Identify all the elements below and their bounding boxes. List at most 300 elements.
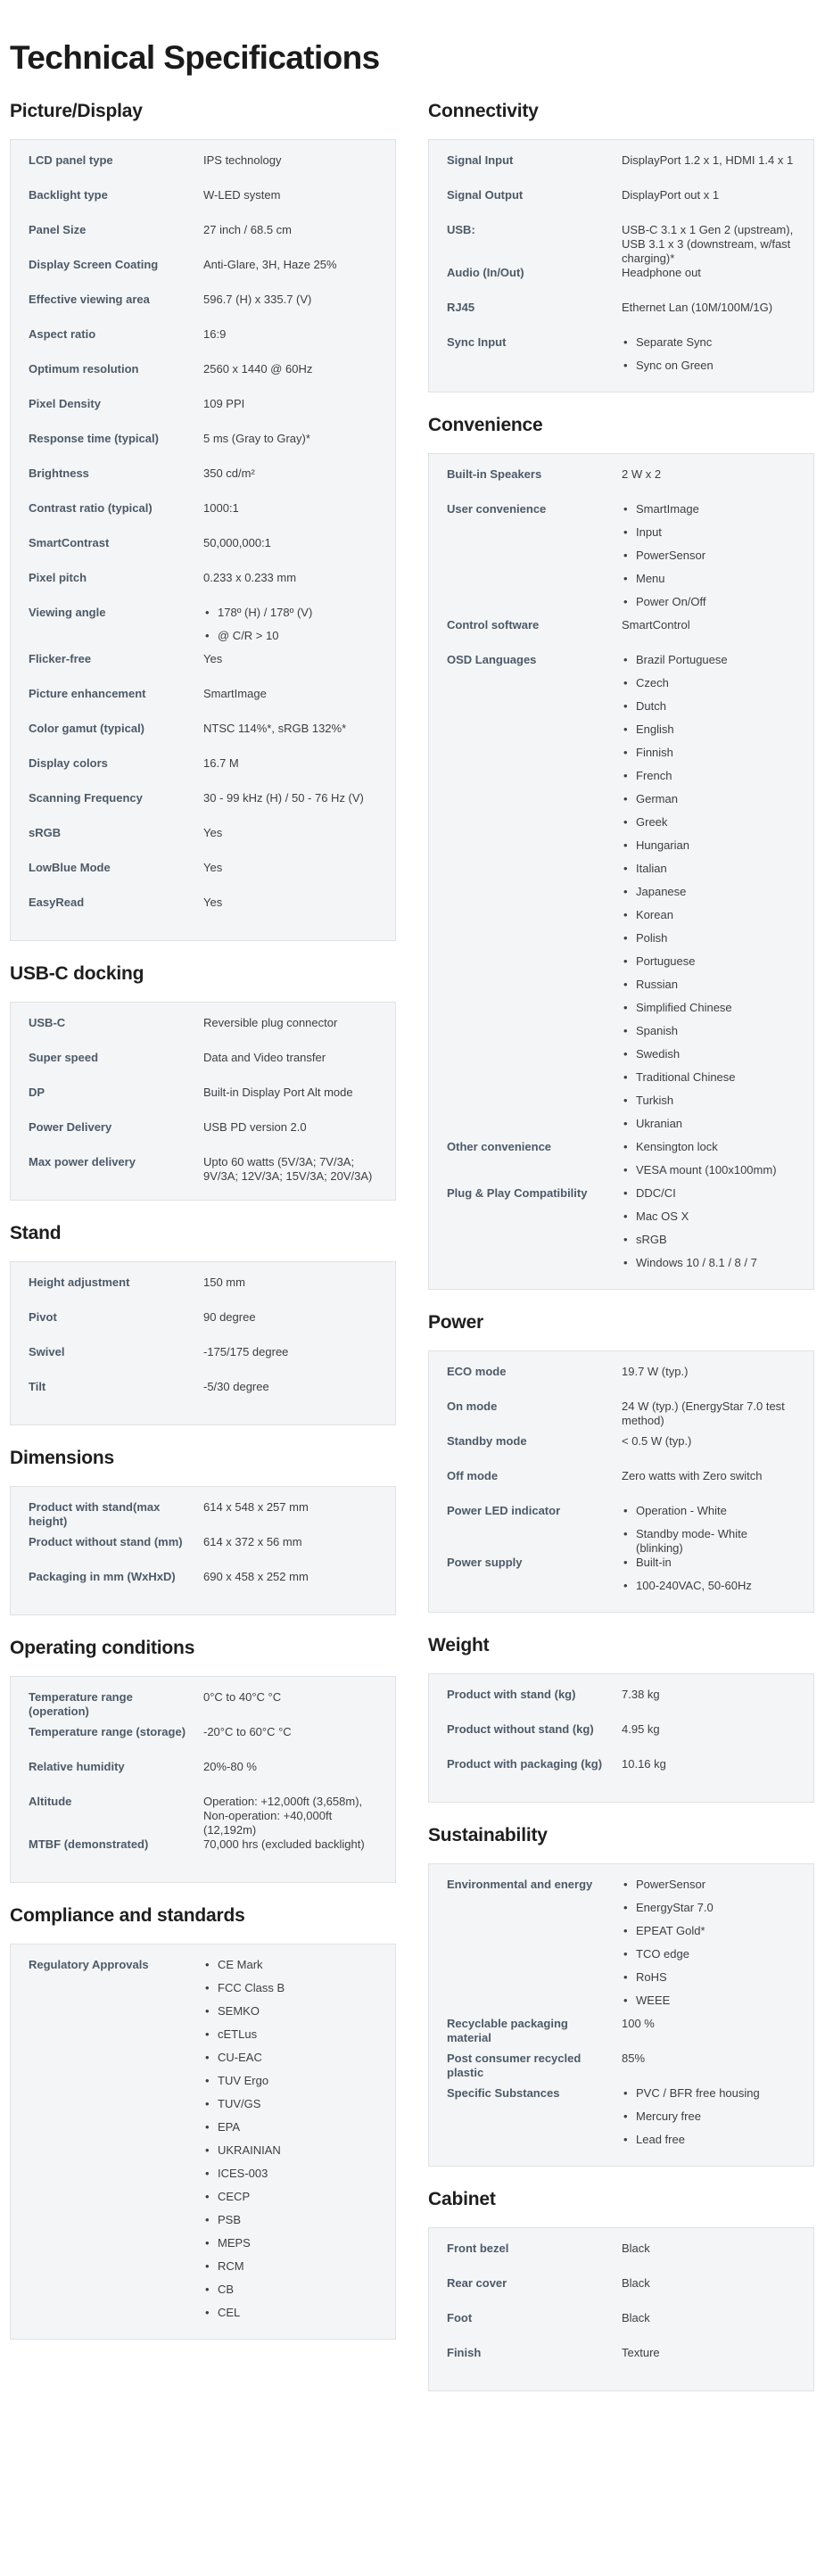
- spec-label: Color gamut (typical): [29, 722, 145, 735]
- spec-value-list: [622, 1504, 796, 1556]
- spec-row-foot: [447, 2311, 796, 2346]
- spec-value: NTSC 114%*, sRGB 132%*: [203, 722, 347, 735]
- spec-label: Built-in Speakers: [447, 467, 542, 481]
- spec-list-item: • TUV/GS: [203, 2097, 377, 2120]
- spec-label: Signal Input: [447, 153, 514, 167]
- spec-value: 690 x 458 x 252 mm: [203, 1570, 309, 1583]
- spec-list-item: • Windows 10 / 8.1 / 8 / 7: [622, 1256, 796, 1279]
- section-picture-display: [10, 102, 396, 941]
- spec-label: Product with stand (kg): [447, 1688, 576, 1701]
- spec-row-altitude: [29, 1795, 377, 1837]
- spec-value-list: [203, 606, 377, 652]
- spec-row-regulatory-approvals: [29, 1958, 377, 2329]
- spec-row-scanning-frequency: [29, 791, 377, 826]
- spec-row-max-power-delivery: [29, 1155, 377, 1190]
- spec-value: [622, 502, 796, 618]
- spec-value: 100 %: [622, 2017, 655, 2030]
- spec-row-swivel: [29, 1345, 377, 1380]
- spec-list-item: • TUV Ergo: [203, 2074, 377, 2097]
- spec-row-finish: [447, 2346, 796, 2381]
- spec-row-optimum-resolution: [29, 362, 377, 397]
- spec-label: Specific Substances: [447, 2086, 560, 2100]
- spec-label: OSD Languages: [447, 653, 537, 666]
- spec-row-specific-substances: [447, 2086, 796, 2156]
- spec-row-on-mode: [447, 1399, 796, 1434]
- spec-row-product-with-stand-kg: [447, 1688, 796, 1722]
- spec-label: Signal Output: [447, 188, 524, 202]
- spec-value: -5/30 degree: [203, 1380, 269, 1393]
- spec-label: Post consumer recycled plastic: [447, 2052, 582, 2079]
- spec-label: Altitude: [29, 1795, 72, 1808]
- spec-label: Super speed: [29, 1051, 99, 1064]
- section-title: Stand: [10, 1223, 62, 1243]
- spec-value: [622, 1186, 796, 1279]
- spec-list-item: • RoHS: [622, 1970, 796, 1994]
- spec-label: Sync Input: [447, 335, 507, 349]
- spec-row-easyread: [29, 896, 377, 930]
- spec-list-item: • FCC Class B: [203, 1981, 377, 2004]
- spec-label: Max power delivery: [29, 1155, 136, 1168]
- spec-list-item: • PSB: [203, 2213, 377, 2236]
- spec-table: [428, 453, 814, 1290]
- spec-row-relative-humidity: [29, 1760, 377, 1795]
- spec-list-item: • Finnish: [622, 746, 796, 769]
- spec-list-item: • PVC / BFR free housing: [622, 2086, 796, 2110]
- spec-label: Brightness: [29, 466, 89, 480]
- spec-value: 20%-80 %: [203, 1760, 257, 1773]
- section-connectivity: [428, 102, 814, 392]
- spec-row-product-without-stand-kg: [447, 1722, 796, 1757]
- spec-value: 27 inch / 68.5 cm: [203, 223, 292, 236]
- spec-table: [10, 1944, 396, 2340]
- spec-table: [428, 1863, 814, 2167]
- spec-table: [10, 1261, 396, 1425]
- spec-label: Other convenience: [447, 1140, 552, 1153]
- spec-value: < 0.5 W (typ.): [622, 1434, 692, 1448]
- spec-label: Recyclable packaging material: [447, 2017, 568, 2044]
- spec-value: Data and Video transfer: [203, 1051, 326, 1064]
- spec-label: Plug & Play Compatibility: [447, 1186, 588, 1200]
- spec-value: [622, 1504, 796, 1556]
- spec-table: [10, 139, 396, 941]
- spec-list-item: • Input: [622, 525, 796, 549]
- spec-row-brightness: [29, 466, 377, 501]
- section-title: Weight: [428, 1635, 490, 1655]
- spec-row-recyclable-packaging-material: [447, 2017, 796, 2052]
- section-weight: [428, 1636, 814, 1803]
- spec-list-item: • Japanese: [622, 885, 796, 908]
- spec-list-item: • English: [622, 722, 796, 746]
- spec-value: Yes: [203, 652, 223, 665]
- spec-row-rear-cover: [447, 2276, 796, 2311]
- spec-list-item: • Dutch: [622, 699, 796, 722]
- spec-list-item: • Spanish: [622, 1024, 796, 1047]
- spec-table: [428, 1673, 814, 1803]
- spec-list-item: • Traditional Chinese: [622, 1070, 796, 1094]
- spec-row-response-time-typical: [29, 432, 377, 466]
- spec-value: SmartControl: [622, 618, 690, 632]
- spec-list-item: • SEMKO: [203, 2004, 377, 2027]
- spec-list-item: • PowerSensor: [622, 549, 796, 572]
- spec-value: Headphone out: [622, 266, 701, 279]
- spec-label: Packaging in mm (WxHxD): [29, 1570, 176, 1583]
- spec-list-item: • Mercury free: [622, 2110, 796, 2133]
- spec-list-item: • Portuguese: [622, 954, 796, 978]
- spec-value: [622, 1556, 796, 1602]
- spec-value: Texture: [622, 2346, 660, 2359]
- spec-value: 150 mm: [203, 1276, 245, 1289]
- spec-label: On mode: [447, 1399, 498, 1413]
- spec-label: Product with packaging (kg): [447, 1757, 603, 1771]
- spec-row-tilt: [29, 1380, 377, 1415]
- section-power: [428, 1313, 814, 1613]
- spec-label: Environmental and energy: [447, 1878, 593, 1891]
- spec-row-eco-mode: [447, 1365, 796, 1399]
- spec-label: LowBlue Mode: [29, 861, 111, 874]
- spec-list-item: • SmartImage: [622, 502, 796, 525]
- spec-value-list: [622, 502, 796, 618]
- spec-row-front-bezel: [447, 2242, 796, 2276]
- spec-row-standby-mode: [447, 1434, 796, 1469]
- spec-value: Yes: [203, 896, 223, 909]
- spec-label: Swivel: [29, 1345, 65, 1358]
- spec-label: SmartContrast: [29, 536, 110, 549]
- spec-label: Backlight type: [29, 188, 108, 202]
- spec-list-item: • TCO edge: [622, 1947, 796, 1970]
- spec-value-list: [622, 2086, 796, 2156]
- spec-value-list: [622, 1878, 796, 2017]
- spec-list-item: • Swedish: [622, 1047, 796, 1070]
- spec-label: Product without stand (mm): [29, 1535, 183, 1548]
- spec-value: -175/175 degree: [203, 1345, 289, 1358]
- spec-value: 596.7 (H) x 335.7 (V): [203, 293, 312, 306]
- spec-list-item: • WEEE: [622, 1994, 796, 2017]
- spec-table: [10, 1486, 396, 1615]
- spec-table: [428, 1350, 814, 1613]
- spec-row-height-adjustment: [29, 1276, 377, 1310]
- spec-row-user-convenience: [447, 502, 796, 618]
- spec-row-pivot: [29, 1310, 377, 1345]
- spec-value: Black: [622, 2311, 650, 2324]
- spec-value-list: [622, 1186, 796, 1279]
- spec-list-item: • French: [622, 769, 796, 792]
- spec-label: ECO mode: [447, 1365, 507, 1378]
- spec-row-color-gamut-typical: [29, 722, 377, 756]
- spec-list-item: • CE Mark: [203, 1958, 377, 1981]
- spec-list-item: • Mac OS X: [622, 1210, 796, 1233]
- spec-value: 0°C to 40°C °C: [203, 1690, 282, 1704]
- spec-value: USB PD version 2.0: [203, 1120, 307, 1134]
- spec-value-list: [622, 1556, 796, 1602]
- spec-value: Operation: +12,000ft (3,658m), Non-operation: +40,000ft (12,192m): [203, 1795, 363, 1837]
- spec-list-item: • 178º (H) / 178º (V): [203, 606, 377, 629]
- spec-label: Picture enhancement: [29, 687, 146, 700]
- section-usb-c-docking: [10, 964, 396, 1201]
- spec-value: 10.16 kg: [622, 1757, 666, 1771]
- spec-row-other-convenience: [447, 1140, 796, 1186]
- spec-value: [203, 1958, 377, 2329]
- section-title: Dimensions: [10, 1448, 115, 1468]
- spec-value: IPS technology: [203, 153, 282, 167]
- spec-table: [428, 2227, 814, 2391]
- spec-value: 5 ms (Gray to Gray)*: [203, 432, 310, 445]
- spec-label: Temperature range (storage): [29, 1725, 186, 1738]
- spec-value-list: [622, 1140, 796, 1186]
- spec-list-item: • DDC/CI: [622, 1186, 796, 1210]
- spec-row-picture-enhancement: [29, 687, 377, 722]
- spec-value: 24 W (typ.) (EnergyStar 7.0 test method): [622, 1399, 785, 1427]
- spec-list-item: • @ C/R > 10: [203, 629, 377, 652]
- spec-label: EasyRead: [29, 896, 85, 909]
- spec-value: 19.7 W (typ.): [622, 1365, 689, 1378]
- spec-value: [203, 606, 377, 652]
- spec-row-effective-viewing-area: [29, 293, 377, 327]
- spec-row-usb: [447, 223, 796, 266]
- spec-list-item: • German: [622, 792, 796, 815]
- spec-value: SmartImage: [203, 687, 267, 700]
- spec-row-power-delivery: [29, 1120, 377, 1155]
- spec-label: Pixel pitch: [29, 571, 87, 584]
- spec-row-aspect-ratio: [29, 327, 377, 362]
- spec-list-item: • Built-in: [622, 1556, 796, 1579]
- spec-row-pixel-density: [29, 397, 377, 432]
- spec-row-dp: [29, 1086, 377, 1120]
- section-convenience: [428, 416, 814, 1290]
- spec-value: 16:9: [203, 327, 227, 341]
- spec-list-item: • Menu: [622, 572, 796, 595]
- spec-list-item: • Hungarian: [622, 838, 796, 862]
- section-stand: [10, 1224, 396, 1425]
- spec-list-item: • Korean: [622, 908, 796, 931]
- spec-list-item: • PowerSensor: [622, 1878, 796, 1901]
- section-title: Operating conditions: [10, 1638, 195, 1658]
- spec-label: Control software: [447, 618, 540, 632]
- spec-list-item: • ICES-003: [203, 2167, 377, 2190]
- spec-row-lcd-panel-type: [29, 153, 377, 188]
- spec-list-item: • EPEAT Gold*: [622, 1924, 796, 1947]
- spec-list-item: • RCM: [203, 2259, 377, 2283]
- spec-label: Power Delivery: [29, 1120, 112, 1134]
- section-title: Picture/Display: [10, 101, 143, 121]
- spec-value: 350 cd/m²: [203, 466, 255, 480]
- spec-list-item: • CECP: [203, 2190, 377, 2213]
- spec-value-list: [622, 335, 796, 382]
- spec-row-usb-c: [29, 1016, 377, 1051]
- spec-value: Black: [622, 2276, 650, 2290]
- spec-value: Reversible plug connector: [203, 1016, 338, 1029]
- spec-value: Anti-Glare, 3H, Haze 25%: [203, 258, 337, 271]
- spec-value: 4.95 kg: [622, 1722, 660, 1736]
- right-column: [428, 102, 814, 2415]
- spec-value: 30 - 99 kHz (H) / 50 - 76 Hz (V): [203, 791, 364, 805]
- spec-label: RJ45: [447, 301, 475, 314]
- spec-label: Finish: [447, 2346, 482, 2359]
- spec-label: Rear cover: [447, 2276, 507, 2290]
- spec-row-environmental-and-energy: [447, 1878, 796, 2017]
- left-column: [10, 102, 396, 2363]
- spec-label: Aspect ratio: [29, 327, 96, 341]
- spec-list-item: • EPA: [203, 2120, 377, 2143]
- spec-row-sync-input: [447, 335, 796, 382]
- spec-row-power-led-indicator: [447, 1504, 796, 1556]
- spec-list-item: • Ukranian: [622, 1117, 796, 1140]
- spec-value: [622, 653, 796, 1140]
- spec-list-item: • CB: [203, 2283, 377, 2306]
- spec-label: User convenience: [447, 502, 547, 516]
- spec-value: 614 x 372 x 56 mm: [203, 1535, 302, 1548]
- spec-label: Panel Size: [29, 223, 87, 236]
- spec-value: Black: [622, 2242, 650, 2255]
- spec-value: 85%: [622, 2052, 646, 2065]
- spec-label: Height adjustment: [29, 1276, 130, 1289]
- spec-label: Display colors: [29, 756, 108, 770]
- spec-list-item: • Kensington lock: [622, 1140, 796, 1163]
- section-sustainability: [428, 1826, 814, 2167]
- spec-label: Product with stand(max height): [29, 1500, 161, 1528]
- spec-list-item: • Greek: [622, 815, 796, 838]
- spec-list-item: • cETLus: [203, 2027, 377, 2051]
- spec-value: DisplayPort out x 1: [622, 188, 720, 202]
- spec-label: Pixel Density: [29, 397, 101, 410]
- section-compliance-and-standards: [10, 1906, 396, 2340]
- spec-row-post-consumer-recycled-plastic: [447, 2052, 796, 2086]
- spec-label: DP: [29, 1086, 45, 1099]
- spec-table: [10, 1002, 396, 1201]
- spec-list-item: • Russian: [622, 978, 796, 1001]
- spec-list-item: • VESA mount (100x100mm): [622, 1163, 796, 1186]
- spec-list-item: • Polish: [622, 931, 796, 954]
- spec-list-item: • 100-240VAC, 50-60Hz: [622, 1579, 796, 1602]
- spec-list-item: • Simplified Chinese: [622, 1001, 796, 1024]
- spec-label: Power LED indicator: [447, 1504, 561, 1517]
- spec-row-pixel-pitch: [29, 571, 377, 606]
- spec-row-temperature-range-operation: [29, 1690, 377, 1725]
- spec-value: [622, 2086, 796, 2156]
- spec-list-item: • CEL: [203, 2306, 377, 2329]
- spec-label: Relative humidity: [29, 1760, 125, 1773]
- spec-list-item: • Italian: [622, 862, 796, 885]
- section-title: Cabinet: [428, 2189, 496, 2209]
- section-dimensions: [10, 1449, 396, 1615]
- spec-value: USB-C 3.1 x 1 Gen 2 (upstream), USB 3.1 x 3 (downstream, w/fast charging)*: [622, 223, 794, 265]
- spec-label: sRGB: [29, 826, 62, 839]
- spec-list-item: • CU-EAC: [203, 2051, 377, 2074]
- spec-value: 0.233 x 0.233 mm: [203, 571, 297, 584]
- spec-label: Foot: [447, 2311, 473, 2324]
- spec-value: 7.38 kg: [622, 1688, 660, 1701]
- spec-label: Pivot: [29, 1310, 57, 1324]
- spec-row-lowblue-mode: [29, 861, 377, 896]
- section-title: USB-C docking: [10, 963, 144, 984]
- spec-value-list: [203, 1958, 377, 2329]
- spec-list-item: • Czech: [622, 676, 796, 699]
- spec-list-item: • EnergyStar 7.0: [622, 1901, 796, 1924]
- section-title: Convenience: [428, 415, 543, 435]
- spec-list-item: • Operation - White: [622, 1504, 796, 1527]
- spec-label: Power supply: [447, 1556, 523, 1569]
- spec-list-item: • Power On/Off: [622, 595, 796, 618]
- spec-value-list: [622, 653, 796, 1140]
- spec-label: LCD panel type: [29, 153, 113, 167]
- spec-row-flicker-free: [29, 652, 377, 687]
- spec-value: 70,000 hrs (excluded backlight): [203, 1837, 365, 1851]
- spec-list-item: • Brazil Portuguese: [622, 653, 796, 676]
- spec-label: Off mode: [447, 1469, 499, 1482]
- spec-row-super-speed: [29, 1051, 377, 1086]
- spec-table: [428, 139, 814, 392]
- section-operating-conditions: [10, 1639, 396, 1883]
- spec-value: 16.7 M: [203, 756, 239, 770]
- spec-label: USB-C: [29, 1016, 66, 1029]
- spec-label: Flicker-free: [29, 652, 92, 665]
- spec-list-item: • Separate Sync: [622, 335, 796, 359]
- spec-row-backlight-type: [29, 188, 377, 223]
- spec-row-contrast-ratio-typical: [29, 501, 377, 536]
- spec-row-rj45: [447, 301, 796, 335]
- spec-label: Viewing angle: [29, 606, 106, 619]
- spec-row-smartcontrast: [29, 536, 377, 571]
- spec-value: 614 x 548 x 257 mm: [203, 1500, 309, 1514]
- spec-list-item: • Lead free: [622, 2133, 796, 2156]
- spec-row-temperature-range-storage: [29, 1725, 377, 1760]
- spec-label: Display Screen Coating: [29, 258, 159, 271]
- spec-value: -20°C to 60°C °C: [203, 1725, 292, 1738]
- spec-label: Front bezel: [447, 2242, 509, 2255]
- spec-list-item: • sRGB: [622, 1233, 796, 1256]
- spec-value: Yes: [203, 861, 223, 874]
- spec-list-item: • UKRAINIAN: [203, 2143, 377, 2167]
- spec-row-product-without-stand-mm: [29, 1535, 377, 1570]
- spec-row-panel-size: [29, 223, 377, 258]
- spec-value: [622, 335, 796, 382]
- spec-row-power-supply: [447, 1556, 796, 1602]
- spec-row-display-screen-coating: [29, 258, 377, 293]
- spec-row-product-with-packaging-kg: [447, 1757, 796, 1792]
- spec-row-signal-input: [447, 153, 796, 188]
- spec-value: Zero watts with Zero switch: [622, 1469, 763, 1482]
- spec-label: Tilt: [29, 1380, 46, 1393]
- spec-label: Optimum resolution: [29, 362, 139, 376]
- section-title: Power: [428, 1312, 484, 1333]
- spec-row-display-colors: [29, 756, 377, 791]
- spec-label: Temperature range (operation): [29, 1690, 133, 1718]
- spec-value: 50,000,000:1: [203, 536, 271, 549]
- spec-value: 109 PPI: [203, 397, 245, 410]
- spec-row-audio-in-out: [447, 266, 796, 301]
- spec-label: Standby mode: [447, 1434, 527, 1448]
- spec-value: [622, 1140, 796, 1186]
- section-title: Compliance and standards: [10, 1905, 245, 1926]
- spec-value: 1000:1: [203, 501, 239, 515]
- spec-row-control-software: [447, 618, 796, 653]
- spec-label: MTBF (demonstrated): [29, 1837, 149, 1851]
- spec-label: Regulatory Approvals: [29, 1958, 149, 1971]
- spec-value: W-LED system: [203, 188, 281, 202]
- spec-list-item: • Sync on Green: [622, 359, 796, 382]
- spec-value: Yes: [203, 826, 223, 839]
- spec-value: DisplayPort 1.2 x 1, HDMI 1.4 x 1: [622, 153, 794, 167]
- spec-label: Effective viewing area: [29, 293, 150, 306]
- spec-value: Upto 60 watts (5V/3A; 7V/3A; 9V/3A; 12V/3A; 15V/3A; 20V/3A): [203, 1155, 373, 1183]
- section-title: Sustainability: [428, 1825, 548, 1845]
- spec-label: Audio (In/Out): [447, 266, 524, 279]
- spec-label: Response time (typical): [29, 432, 159, 445]
- section-cabinet: [428, 2190, 814, 2391]
- spec-row-viewing-angle: [29, 606, 377, 652]
- spec-row-packaging-in-mm-wxhxd: [29, 1570, 377, 1605]
- spec-list-item: • Turkish: [622, 1094, 796, 1117]
- spec-value: Built-in Display Port Alt mode: [203, 1086, 353, 1099]
